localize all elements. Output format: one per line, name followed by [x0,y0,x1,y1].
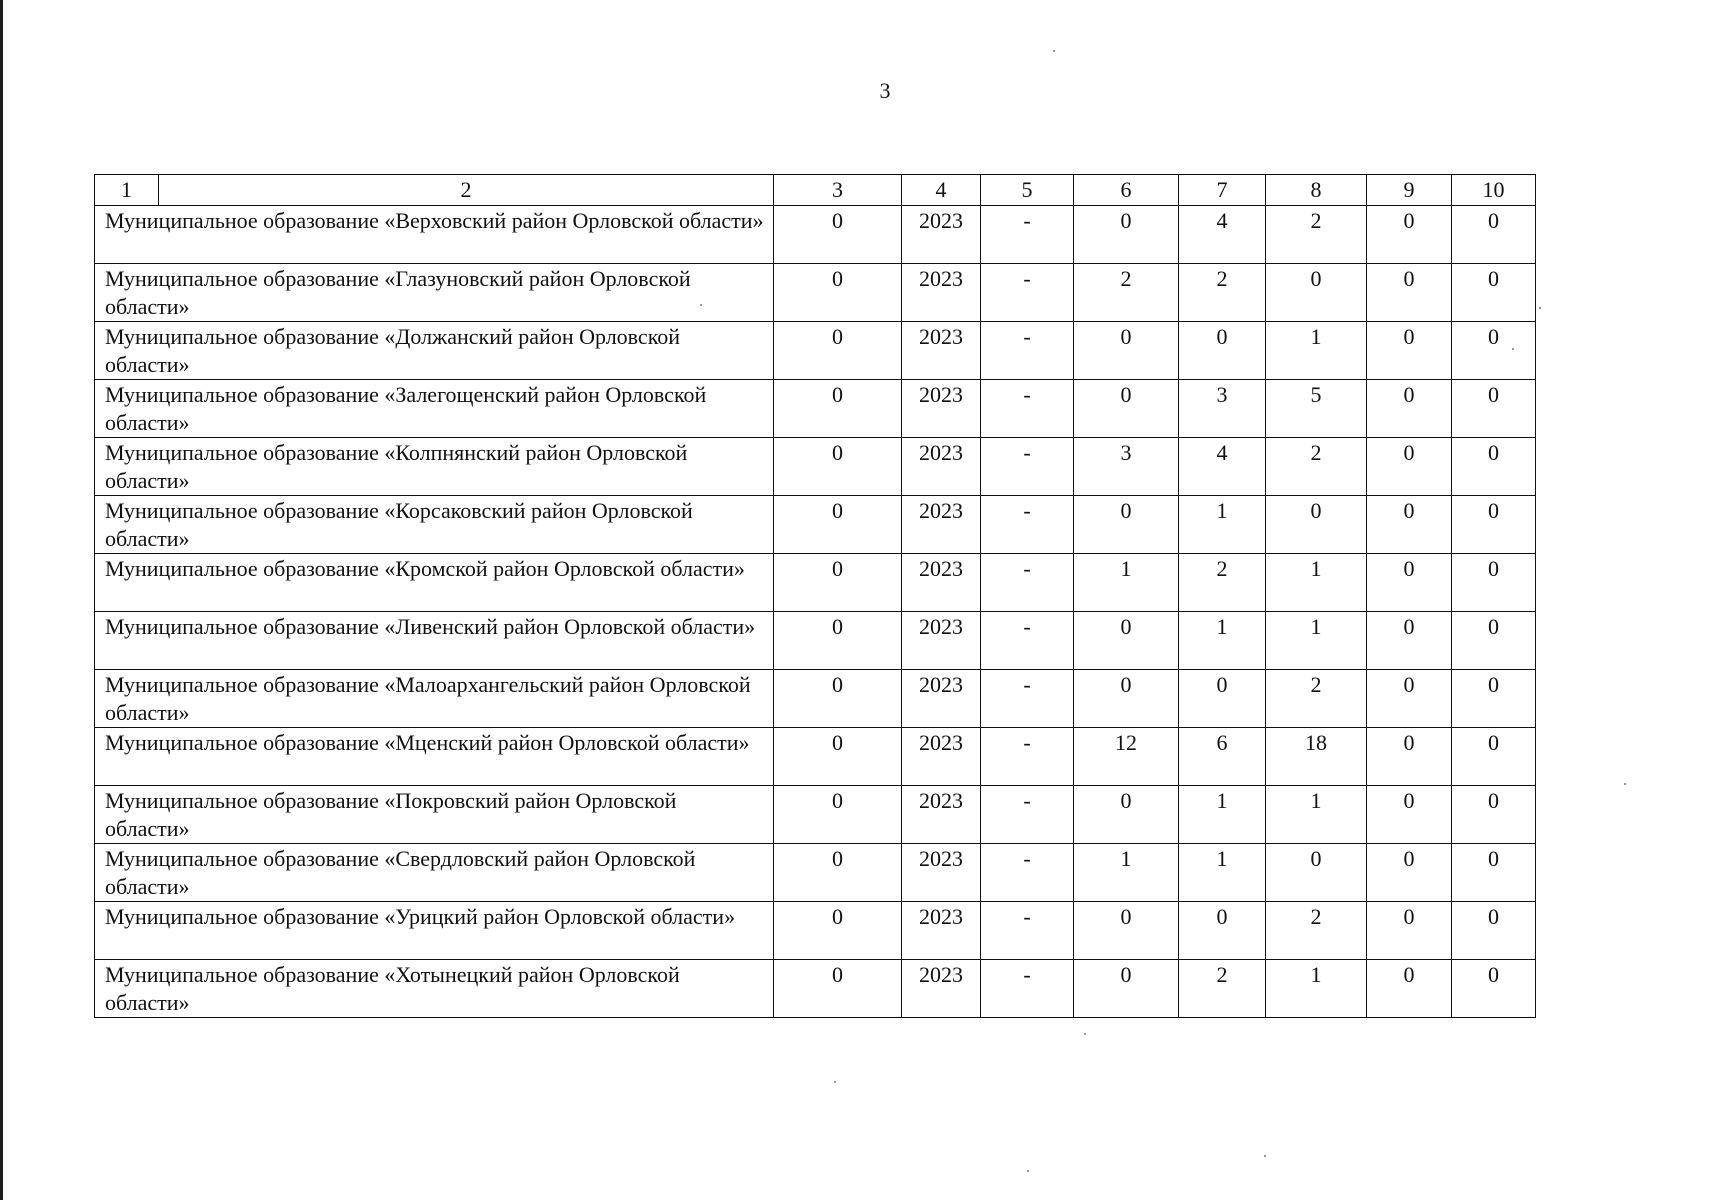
value-cell-5: - [981,786,1074,844]
value-cell-4: 2023 [902,612,981,670]
table-row [95,902,1536,960]
value-cell-8: 1 [1266,960,1367,1018]
scan-speck [700,304,702,306]
header-cell-2: 2 [159,175,774,206]
value-cell-9: 0 [1367,438,1452,496]
value-cell-5: - [981,554,1074,612]
scan-speck [834,1081,836,1083]
value-cell-7: 2 [1179,264,1266,322]
value-cell-5: - [981,844,1074,902]
table-row [95,380,1536,438]
header-cell-10: 10 [1452,175,1536,206]
value-cell-4: 2023 [902,554,981,612]
value-cell-9: 0 [1367,264,1452,322]
value-cell-10: 0 [1452,960,1536,1018]
value-cell-6: 2 [1074,264,1179,322]
scan-left-edge [0,0,3,1200]
value-cell-8: 2 [1266,206,1367,264]
value-cell-10: 0 [1452,612,1536,670]
value-cell-3: 0 [774,438,902,496]
value-cell-10: 0 [1452,554,1536,612]
value-cell-7: 4 [1179,206,1266,264]
scan-speck [1624,783,1626,785]
value-cell-8: 2 [1266,902,1367,960]
value-cell-8: 1 [1266,786,1367,844]
value-cell-3: 0 [774,960,902,1018]
data-table [94,174,1536,1018]
value-cell-5: - [981,438,1074,496]
value-cell-7: 1 [1179,496,1266,554]
table-row [95,612,1536,670]
value-cell-4: 2023 [902,728,981,786]
value-cell-7: 3 [1179,380,1266,438]
value-cell-7: 2 [1179,960,1266,1018]
table-row [95,322,1536,380]
value-cell-10: 0 [1452,380,1536,438]
value-cell-9: 0 [1367,554,1452,612]
value-cell-6: 1 [1074,844,1179,902]
header-cell-4: 4 [902,175,981,206]
value-cell-10: 0 [1452,206,1536,264]
value-cell-9: 0 [1367,496,1452,554]
value-cell-10: 0 [1452,264,1536,322]
municipality-name-cell: Муниципальное образование «Должанский район Орловской области» [95,322,774,380]
value-cell-10: 0 [1452,322,1536,380]
value-cell-6: 1 [1074,554,1179,612]
value-cell-4: 2023 [902,496,981,554]
header-cell-6: 6 [1074,175,1179,206]
value-cell-9: 0 [1367,844,1452,902]
value-cell-8: 2 [1266,438,1367,496]
value-cell-7: 1 [1179,612,1266,670]
value-cell-8: 0 [1266,496,1367,554]
value-cell-5: - [981,322,1074,380]
value-cell-4: 2023 [902,264,981,322]
municipality-name-cell: Муниципальное образование «Залегощенский район Орловской области» [95,380,774,438]
value-cell-8: 1 [1266,554,1367,612]
value-cell-8: 2 [1266,670,1367,728]
value-cell-9: 0 [1367,728,1452,786]
value-cell-6: 0 [1074,612,1179,670]
value-cell-3: 0 [774,554,902,612]
header-cell-1: 1 [95,175,159,206]
value-cell-3: 0 [774,786,902,844]
value-cell-5: - [981,960,1074,1018]
scan-speck [1027,1170,1029,1172]
value-cell-6: 0 [1074,786,1179,844]
municipality-name-cell: Муниципальное образование «Корсаковский район Орловской области» [95,496,774,554]
municipality-name-cell: Муниципальное образование «Глазуновский район Орловской области» [95,264,774,322]
value-cell-7: 0 [1179,670,1266,728]
header-row [95,175,1536,206]
value-cell-8: 5 [1266,380,1367,438]
value-cell-3: 0 [774,670,902,728]
value-cell-4: 2023 [902,438,981,496]
value-cell-10: 0 [1452,438,1536,496]
value-cell-5: - [981,264,1074,322]
value-cell-6: 0 [1074,322,1179,380]
value-cell-5: - [981,728,1074,786]
scan-speck [1539,307,1541,309]
scan-speck [1512,348,1514,350]
municipality-name-cell: Муниципальное образование «Кромской район Орловской области» [95,554,774,612]
municipality-name-cell: Муниципальное образование «Хотынецкий район Орловской области» [95,960,774,1018]
value-cell-3: 0 [774,496,902,554]
value-cell-3: 0 [774,844,902,902]
value-cell-4: 2023 [902,844,981,902]
value-cell-5: - [981,206,1074,264]
value-cell-3: 0 [774,728,902,786]
value-cell-4: 2023 [902,206,981,264]
table-row [95,786,1536,844]
value-cell-8: 1 [1266,322,1367,380]
municipality-name-cell: Муниципальное образование «Урицкий район Орловской области» [95,902,774,960]
header-cell-9: 9 [1367,175,1452,206]
value-cell-7: 2 [1179,554,1266,612]
value-cell-4: 2023 [902,902,981,960]
value-cell-5: - [981,612,1074,670]
municipality-name-cell: Муниципальное образование «Покровский район Орловской области» [95,786,774,844]
value-cell-4: 2023 [902,960,981,1018]
value-cell-3: 0 [774,902,902,960]
value-cell-3: 0 [774,322,902,380]
value-cell-10: 0 [1452,844,1536,902]
value-cell-3: 0 [774,206,902,264]
value-cell-9: 0 [1367,612,1452,670]
value-cell-10: 0 [1452,670,1536,728]
table-row [95,206,1536,264]
value-cell-4: 2023 [902,670,981,728]
value-cell-7: 1 [1179,786,1266,844]
value-cell-6: 0 [1074,496,1179,554]
scan-speck [1084,1033,1086,1035]
value-cell-6: 0 [1074,902,1179,960]
value-cell-7: 4 [1179,438,1266,496]
table-row [95,496,1536,554]
municipality-name-cell: Муниципальное образование «Ливенский район Орловской области» [95,612,774,670]
value-cell-9: 0 [1367,322,1452,380]
value-cell-3: 0 [774,380,902,438]
municipality-name-cell: Муниципальное образование «Верховский район Орловской области» [95,206,774,264]
value-cell-8: 18 [1266,728,1367,786]
value-cell-7: 1 [1179,844,1266,902]
value-cell-10: 0 [1452,786,1536,844]
value-cell-9: 0 [1367,786,1452,844]
value-cell-4: 2023 [902,380,981,438]
header-cell-7: 7 [1179,175,1266,206]
value-cell-5: - [981,670,1074,728]
value-cell-9: 0 [1367,902,1452,960]
value-cell-10: 0 [1452,496,1536,554]
scan-speck [1053,50,1055,52]
header-cell-8: 8 [1266,175,1367,206]
value-cell-7: 0 [1179,322,1266,380]
value-cell-4: 2023 [902,786,981,844]
value-cell-6: 0 [1074,960,1179,1018]
value-cell-8: 0 [1266,264,1367,322]
value-cell-6: 0 [1074,380,1179,438]
table-row [95,960,1536,1018]
page-number: 3 [879,78,891,103]
value-cell-9: 0 [1367,380,1452,438]
table-row [95,728,1536,786]
value-cell-6: 0 [1074,670,1179,728]
table-row [95,844,1536,902]
value-cell-10: 0 [1452,728,1536,786]
value-cell-5: - [981,380,1074,438]
table-row [95,670,1536,728]
value-cell-9: 0 [1367,206,1452,264]
value-cell-9: 0 [1367,670,1452,728]
value-cell-6: 3 [1074,438,1179,496]
municipality-name-cell: Муниципальное образование «Свердловский район Орловской области» [95,844,774,902]
header-cell-5: 5 [981,175,1074,206]
value-cell-4: 2023 [902,322,981,380]
municipality-name-cell: Муниципальное образование «Малоархангельский район Орловской области» [95,670,774,728]
value-cell-5: - [981,496,1074,554]
table-row [95,264,1536,322]
value-cell-5: - [981,902,1074,960]
value-cell-8: 1 [1266,612,1367,670]
value-cell-7: 6 [1179,728,1266,786]
municipality-name-cell: Муниципальное образование «Мценский район Орловской области» [95,728,774,786]
value-cell-6: 0 [1074,206,1179,264]
value-cell-6: 12 [1074,728,1179,786]
table-row [95,554,1536,612]
scan-speck [1264,1155,1266,1157]
value-cell-3: 0 [774,612,902,670]
table-row [95,438,1536,496]
value-cell-10: 0 [1452,902,1536,960]
value-cell-8: 0 [1266,844,1367,902]
municipality-name-cell: Муниципальное образование «Колпнянский район Орловской области» [95,438,774,496]
value-cell-7: 0 [1179,902,1266,960]
value-cell-3: 0 [774,264,902,322]
value-cell-9: 0 [1367,960,1452,1018]
header-cell-3: 3 [774,175,902,206]
